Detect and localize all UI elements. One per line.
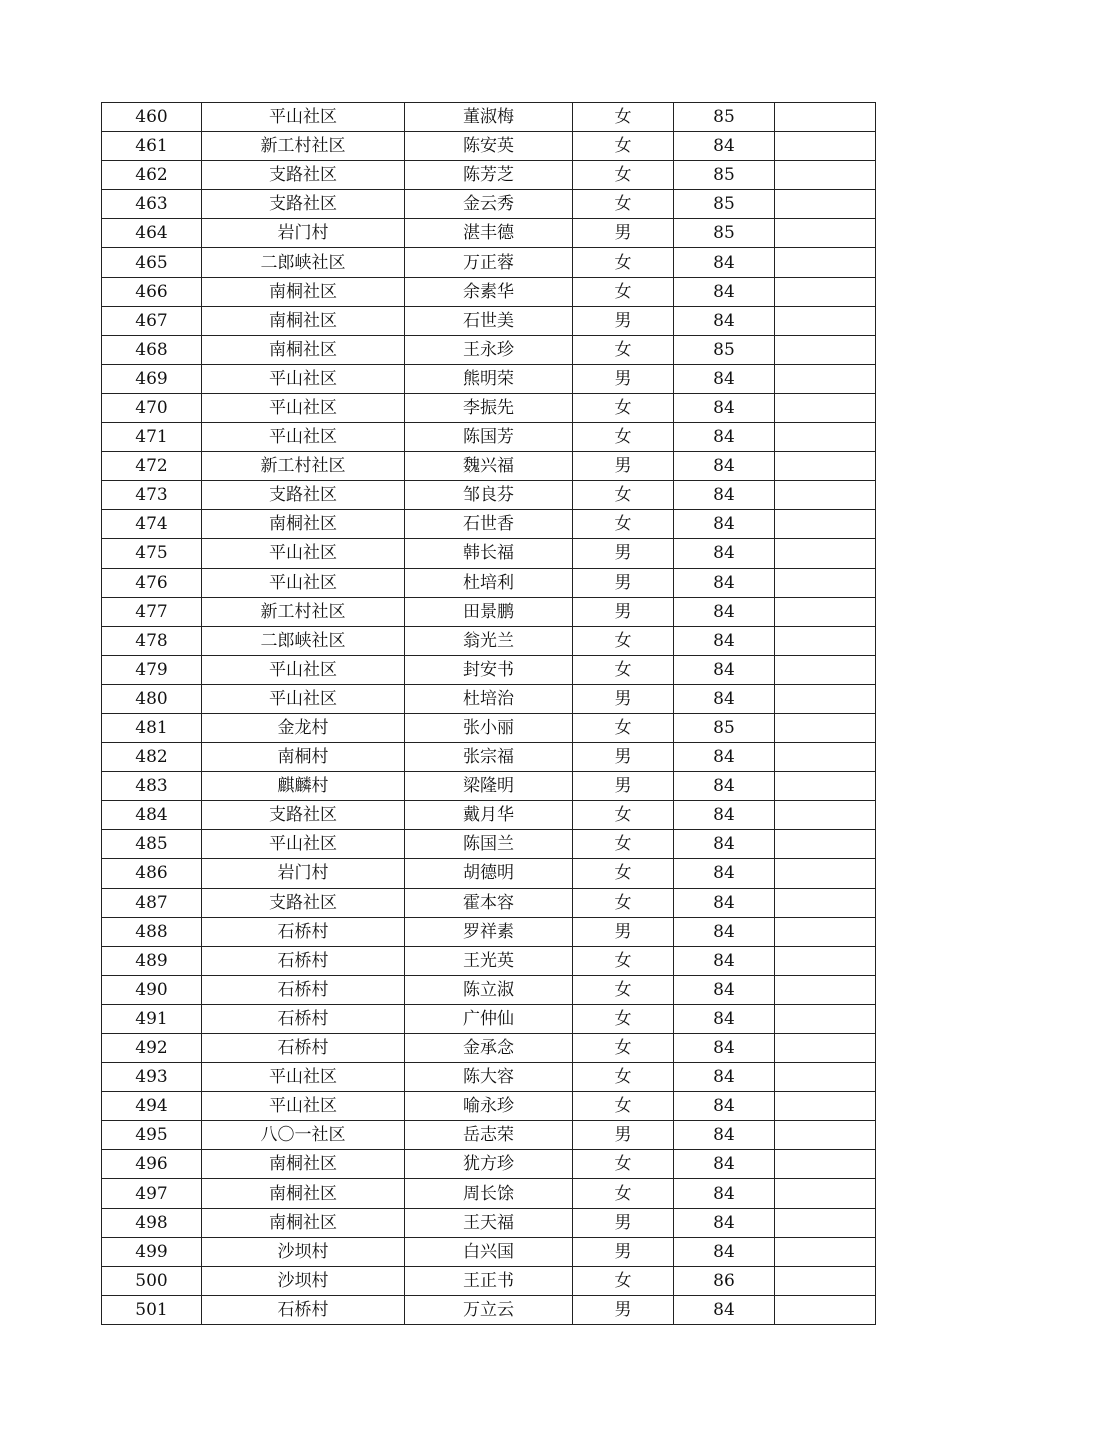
table-row bbox=[102, 481, 876, 510]
name-cell: 戴月华 bbox=[405, 801, 573, 830]
note-cell bbox=[775, 393, 876, 422]
age-cell: 84 bbox=[674, 510, 775, 539]
gender-cell: 女 bbox=[573, 1150, 674, 1179]
gender-cell: 女 bbox=[573, 1092, 674, 1121]
note-cell bbox=[775, 1237, 876, 1266]
name-cell: 石世美 bbox=[405, 306, 573, 335]
table-row bbox=[102, 655, 876, 684]
community-cell: 石桥村 bbox=[202, 946, 405, 975]
community-cell: 石桥村 bbox=[202, 1034, 405, 1063]
note-cell bbox=[775, 1295, 876, 1324]
age-cell: 84 bbox=[674, 1150, 775, 1179]
row-number-cell: 461 bbox=[102, 132, 202, 161]
row-number-cell: 485 bbox=[102, 830, 202, 859]
age-cell: 85 bbox=[674, 161, 775, 190]
community-cell: 南桐社区 bbox=[202, 277, 405, 306]
age-cell: 84 bbox=[674, 1208, 775, 1237]
name-cell: 杜培治 bbox=[405, 684, 573, 713]
name-cell: 岳志荣 bbox=[405, 1121, 573, 1150]
note-cell bbox=[775, 103, 876, 132]
name-cell: 封安书 bbox=[405, 655, 573, 684]
row-number-cell: 472 bbox=[102, 452, 202, 481]
note-cell bbox=[775, 946, 876, 975]
note-cell bbox=[775, 1121, 876, 1150]
row-number-cell: 483 bbox=[102, 772, 202, 801]
note-cell bbox=[775, 1034, 876, 1063]
gender-cell: 男 bbox=[573, 568, 674, 597]
name-cell: 罗祥素 bbox=[405, 917, 573, 946]
age-cell: 84 bbox=[674, 801, 775, 830]
community-cell: 南桐社区 bbox=[202, 335, 405, 364]
note-cell bbox=[775, 801, 876, 830]
age-cell: 84 bbox=[674, 306, 775, 335]
community-cell: 平山社区 bbox=[202, 568, 405, 597]
community-cell: 八〇一社区 bbox=[202, 1121, 405, 1150]
row-number-cell: 479 bbox=[102, 655, 202, 684]
age-cell: 84 bbox=[674, 1004, 775, 1033]
row-number-cell: 468 bbox=[102, 335, 202, 364]
table-row bbox=[102, 801, 876, 830]
name-cell: 田景鹏 bbox=[405, 597, 573, 626]
table-row bbox=[102, 248, 876, 277]
row-number-cell: 473 bbox=[102, 481, 202, 510]
name-cell: 陈国芳 bbox=[405, 423, 573, 452]
note-cell bbox=[775, 1266, 876, 1295]
note-cell bbox=[775, 452, 876, 481]
row-number-cell: 470 bbox=[102, 393, 202, 422]
note-cell bbox=[775, 1208, 876, 1237]
note-cell bbox=[775, 743, 876, 772]
name-cell: 陈立淑 bbox=[405, 975, 573, 1004]
gender-cell: 女 bbox=[573, 393, 674, 422]
name-cell: 王正书 bbox=[405, 1266, 573, 1295]
community-cell: 新工村社区 bbox=[202, 452, 405, 481]
age-cell: 84 bbox=[674, 1063, 775, 1092]
name-cell: 陈国兰 bbox=[405, 830, 573, 859]
gender-cell: 男 bbox=[573, 684, 674, 713]
note-cell bbox=[775, 364, 876, 393]
name-cell: 王光英 bbox=[405, 946, 573, 975]
community-cell: 南桐社区 bbox=[202, 1179, 405, 1208]
age-cell: 84 bbox=[674, 626, 775, 655]
row-number-cell: 496 bbox=[102, 1150, 202, 1179]
table-row bbox=[102, 772, 876, 801]
community-cell: 石桥村 bbox=[202, 917, 405, 946]
row-number-cell: 481 bbox=[102, 713, 202, 742]
community-cell: 南桐社区 bbox=[202, 1150, 405, 1179]
age-cell: 84 bbox=[674, 393, 775, 422]
row-number-cell: 491 bbox=[102, 1004, 202, 1033]
age-cell: 84 bbox=[674, 568, 775, 597]
community-cell: 支路社区 bbox=[202, 481, 405, 510]
gender-cell: 女 bbox=[573, 626, 674, 655]
age-cell: 85 bbox=[674, 335, 775, 364]
community-cell: 新工村社区 bbox=[202, 132, 405, 161]
age-cell: 85 bbox=[674, 190, 775, 219]
note-cell bbox=[775, 1150, 876, 1179]
note-cell bbox=[775, 568, 876, 597]
age-cell: 84 bbox=[674, 917, 775, 946]
row-number-cell: 492 bbox=[102, 1034, 202, 1063]
community-cell: 支路社区 bbox=[202, 888, 405, 917]
table-row bbox=[102, 597, 876, 626]
community-cell: 支路社区 bbox=[202, 801, 405, 830]
name-cell: 张小丽 bbox=[405, 713, 573, 742]
row-number-cell: 484 bbox=[102, 801, 202, 830]
gender-cell: 女 bbox=[573, 830, 674, 859]
table-row bbox=[102, 568, 876, 597]
name-cell: 韩长福 bbox=[405, 539, 573, 568]
gender-cell: 女 bbox=[573, 161, 674, 190]
row-number-cell: 463 bbox=[102, 190, 202, 219]
table-row bbox=[102, 452, 876, 481]
row-number-cell: 467 bbox=[102, 306, 202, 335]
age-cell: 84 bbox=[674, 1179, 775, 1208]
table-row bbox=[102, 364, 876, 393]
gender-cell: 女 bbox=[573, 1063, 674, 1092]
table-row bbox=[102, 510, 876, 539]
community-cell: 金龙村 bbox=[202, 713, 405, 742]
name-cell: 万正蓉 bbox=[405, 248, 573, 277]
gender-cell: 女 bbox=[573, 888, 674, 917]
gender-cell: 女 bbox=[573, 1266, 674, 1295]
age-cell: 84 bbox=[674, 772, 775, 801]
row-number-cell: 493 bbox=[102, 1063, 202, 1092]
row-number-cell: 462 bbox=[102, 161, 202, 190]
name-cell: 白兴国 bbox=[405, 1237, 573, 1266]
gender-cell: 男 bbox=[573, 306, 674, 335]
age-cell: 84 bbox=[674, 132, 775, 161]
age-cell: 84 bbox=[674, 539, 775, 568]
age-cell: 84 bbox=[674, 1121, 775, 1150]
name-cell: 金云秀 bbox=[405, 190, 573, 219]
gender-cell: 女 bbox=[573, 423, 674, 452]
table-row bbox=[102, 830, 876, 859]
note-cell bbox=[775, 423, 876, 452]
age-cell: 84 bbox=[674, 277, 775, 306]
age-cell: 84 bbox=[674, 452, 775, 481]
name-cell: 广仲仙 bbox=[405, 1004, 573, 1033]
name-cell: 周长馀 bbox=[405, 1179, 573, 1208]
document-page bbox=[101, 102, 876, 1325]
age-cell: 84 bbox=[674, 655, 775, 684]
age-cell: 84 bbox=[674, 481, 775, 510]
age-cell: 84 bbox=[674, 248, 775, 277]
note-cell bbox=[775, 219, 876, 248]
age-cell: 86 bbox=[674, 1266, 775, 1295]
note-cell bbox=[775, 190, 876, 219]
table-row bbox=[102, 1034, 876, 1063]
note-cell bbox=[775, 684, 876, 713]
note-cell bbox=[775, 626, 876, 655]
row-number-cell: 465 bbox=[102, 248, 202, 277]
gender-cell: 女 bbox=[573, 510, 674, 539]
gender-cell: 女 bbox=[573, 1034, 674, 1063]
table-row bbox=[102, 393, 876, 422]
roster-table-body bbox=[102, 103, 876, 1325]
age-cell: 84 bbox=[674, 743, 775, 772]
note-cell bbox=[775, 1092, 876, 1121]
name-cell: 胡德明 bbox=[405, 859, 573, 888]
name-cell: 熊明荣 bbox=[405, 364, 573, 393]
note-cell bbox=[775, 713, 876, 742]
community-cell: 平山社区 bbox=[202, 1063, 405, 1092]
name-cell: 陈芳芝 bbox=[405, 161, 573, 190]
gender-cell: 女 bbox=[573, 481, 674, 510]
table-row bbox=[102, 626, 876, 655]
name-cell: 翁光兰 bbox=[405, 626, 573, 655]
note-cell bbox=[775, 975, 876, 1004]
community-cell: 沙坝村 bbox=[202, 1266, 405, 1295]
community-cell: 平山社区 bbox=[202, 684, 405, 713]
gender-cell: 女 bbox=[573, 801, 674, 830]
table-row bbox=[102, 888, 876, 917]
community-cell: 平山社区 bbox=[202, 423, 405, 452]
table-row bbox=[102, 1092, 876, 1121]
community-cell: 新工村社区 bbox=[202, 597, 405, 626]
note-cell bbox=[775, 132, 876, 161]
gender-cell: 女 bbox=[573, 132, 674, 161]
gender-cell: 男 bbox=[573, 917, 674, 946]
note-cell bbox=[775, 161, 876, 190]
row-number-cell: 500 bbox=[102, 1266, 202, 1295]
table-row bbox=[102, 190, 876, 219]
row-number-cell: 475 bbox=[102, 539, 202, 568]
age-cell: 84 bbox=[674, 1295, 775, 1324]
name-cell: 李振先 bbox=[405, 393, 573, 422]
row-number-cell: 474 bbox=[102, 510, 202, 539]
age-cell: 84 bbox=[674, 975, 775, 1004]
name-cell: 魏兴福 bbox=[405, 452, 573, 481]
table-row bbox=[102, 1150, 876, 1179]
table-row bbox=[102, 713, 876, 742]
age-cell: 85 bbox=[674, 103, 775, 132]
name-cell: 金承念 bbox=[405, 1034, 573, 1063]
note-cell bbox=[775, 772, 876, 801]
community-cell: 平山社区 bbox=[202, 1092, 405, 1121]
table-row bbox=[102, 946, 876, 975]
table-row bbox=[102, 132, 876, 161]
note-cell bbox=[775, 655, 876, 684]
row-number-cell: 499 bbox=[102, 1237, 202, 1266]
age-cell: 84 bbox=[674, 859, 775, 888]
table-row bbox=[102, 975, 876, 1004]
table-row bbox=[102, 1208, 876, 1237]
note-cell bbox=[775, 248, 876, 277]
note-cell bbox=[775, 597, 876, 626]
gender-cell: 男 bbox=[573, 743, 674, 772]
row-number-cell: 486 bbox=[102, 859, 202, 888]
gender-cell: 女 bbox=[573, 1179, 674, 1208]
note-cell bbox=[775, 539, 876, 568]
gender-cell: 女 bbox=[573, 946, 674, 975]
name-cell: 石世香 bbox=[405, 510, 573, 539]
age-cell: 84 bbox=[674, 684, 775, 713]
row-number-cell: 478 bbox=[102, 626, 202, 655]
community-cell: 平山社区 bbox=[202, 103, 405, 132]
table-row bbox=[102, 161, 876, 190]
note-cell bbox=[775, 481, 876, 510]
gender-cell: 女 bbox=[573, 335, 674, 364]
table-row bbox=[102, 1237, 876, 1266]
name-cell: 犹方珍 bbox=[405, 1150, 573, 1179]
community-cell: 石桥村 bbox=[202, 1295, 405, 1324]
note-cell bbox=[775, 510, 876, 539]
note-cell bbox=[775, 1004, 876, 1033]
gender-cell: 男 bbox=[573, 1208, 674, 1237]
note-cell bbox=[775, 335, 876, 364]
gender-cell: 女 bbox=[573, 655, 674, 684]
table-row bbox=[102, 539, 876, 568]
table-row bbox=[102, 1004, 876, 1033]
row-number-cell: 501 bbox=[102, 1295, 202, 1324]
table-row bbox=[102, 306, 876, 335]
name-cell: 邹良芬 bbox=[405, 481, 573, 510]
table-row bbox=[102, 423, 876, 452]
table-row bbox=[102, 1179, 876, 1208]
row-number-cell: 477 bbox=[102, 597, 202, 626]
gender-cell: 男 bbox=[573, 597, 674, 626]
gender-cell: 男 bbox=[573, 539, 674, 568]
gender-cell: 男 bbox=[573, 452, 674, 481]
note-cell bbox=[775, 1179, 876, 1208]
name-cell: 喻永珍 bbox=[405, 1092, 573, 1121]
community-cell: 石桥村 bbox=[202, 975, 405, 1004]
row-number-cell: 471 bbox=[102, 423, 202, 452]
name-cell: 董淑梅 bbox=[405, 103, 573, 132]
gender-cell: 女 bbox=[573, 277, 674, 306]
gender-cell: 女 bbox=[573, 975, 674, 1004]
table-row bbox=[102, 1121, 876, 1150]
row-number-cell: 488 bbox=[102, 917, 202, 946]
row-number-cell: 466 bbox=[102, 277, 202, 306]
community-cell: 南桐社区 bbox=[202, 1208, 405, 1237]
gender-cell: 男 bbox=[573, 772, 674, 801]
table-row bbox=[102, 917, 876, 946]
table-row bbox=[102, 1266, 876, 1295]
age-cell: 84 bbox=[674, 1237, 775, 1266]
community-cell: 平山社区 bbox=[202, 393, 405, 422]
name-cell: 陈安英 bbox=[405, 132, 573, 161]
age-cell: 84 bbox=[674, 830, 775, 859]
table-row bbox=[102, 103, 876, 132]
gender-cell: 男 bbox=[573, 364, 674, 393]
row-number-cell: 495 bbox=[102, 1121, 202, 1150]
age-cell: 84 bbox=[674, 1034, 775, 1063]
table-row bbox=[102, 743, 876, 772]
note-cell bbox=[775, 277, 876, 306]
gender-cell: 女 bbox=[573, 713, 674, 742]
row-number-cell: 490 bbox=[102, 975, 202, 1004]
community-cell: 岩门村 bbox=[202, 859, 405, 888]
table-row bbox=[102, 335, 876, 364]
row-number-cell: 498 bbox=[102, 1208, 202, 1237]
community-cell: 平山社区 bbox=[202, 830, 405, 859]
row-number-cell: 460 bbox=[102, 103, 202, 132]
row-number-cell: 476 bbox=[102, 568, 202, 597]
name-cell: 陈大容 bbox=[405, 1063, 573, 1092]
name-cell: 霍本容 bbox=[405, 888, 573, 917]
note-cell bbox=[775, 859, 876, 888]
community-cell: 南桐社区 bbox=[202, 306, 405, 335]
community-cell: 石桥村 bbox=[202, 1004, 405, 1033]
row-number-cell: 487 bbox=[102, 888, 202, 917]
note-cell bbox=[775, 888, 876, 917]
table-row bbox=[102, 219, 876, 248]
name-cell: 万立云 bbox=[405, 1295, 573, 1324]
age-cell: 84 bbox=[674, 888, 775, 917]
gender-cell: 女 bbox=[573, 859, 674, 888]
table-row bbox=[102, 1063, 876, 1092]
name-cell: 湛丰德 bbox=[405, 219, 573, 248]
name-cell: 梁隆明 bbox=[405, 772, 573, 801]
gender-cell: 男 bbox=[573, 219, 674, 248]
age-cell: 85 bbox=[674, 713, 775, 742]
table-row bbox=[102, 1295, 876, 1324]
roster-table bbox=[101, 102, 876, 1325]
community-cell: 南桐村 bbox=[202, 743, 405, 772]
gender-cell: 男 bbox=[573, 1295, 674, 1324]
row-number-cell: 464 bbox=[102, 219, 202, 248]
row-number-cell: 482 bbox=[102, 743, 202, 772]
note-cell bbox=[775, 306, 876, 335]
age-cell: 85 bbox=[674, 219, 775, 248]
row-number-cell: 497 bbox=[102, 1179, 202, 1208]
community-cell: 二郎峡社区 bbox=[202, 626, 405, 655]
community-cell: 岩门村 bbox=[202, 219, 405, 248]
row-number-cell: 494 bbox=[102, 1092, 202, 1121]
community-cell: 沙坝村 bbox=[202, 1237, 405, 1266]
community-cell: 支路社区 bbox=[202, 190, 405, 219]
row-number-cell: 469 bbox=[102, 364, 202, 393]
community-cell: 平山社区 bbox=[202, 364, 405, 393]
age-cell: 84 bbox=[674, 597, 775, 626]
age-cell: 84 bbox=[674, 1092, 775, 1121]
community-cell: 支路社区 bbox=[202, 161, 405, 190]
gender-cell: 男 bbox=[573, 1237, 674, 1266]
note-cell bbox=[775, 830, 876, 859]
name-cell: 王永珍 bbox=[405, 335, 573, 364]
table-row bbox=[102, 684, 876, 713]
community-cell: 麒麟村 bbox=[202, 772, 405, 801]
community-cell: 平山社区 bbox=[202, 539, 405, 568]
age-cell: 84 bbox=[674, 423, 775, 452]
gender-cell: 女 bbox=[573, 190, 674, 219]
name-cell: 张宗福 bbox=[405, 743, 573, 772]
name-cell: 王天福 bbox=[405, 1208, 573, 1237]
age-cell: 84 bbox=[674, 364, 775, 393]
gender-cell: 女 bbox=[573, 103, 674, 132]
age-cell: 84 bbox=[674, 946, 775, 975]
name-cell: 余素华 bbox=[405, 277, 573, 306]
community-cell: 南桐社区 bbox=[202, 510, 405, 539]
note-cell bbox=[775, 1063, 876, 1092]
community-cell: 二郎峡社区 bbox=[202, 248, 405, 277]
gender-cell: 女 bbox=[573, 1004, 674, 1033]
gender-cell: 女 bbox=[573, 248, 674, 277]
note-cell bbox=[775, 917, 876, 946]
row-number-cell: 480 bbox=[102, 684, 202, 713]
table-row bbox=[102, 859, 876, 888]
name-cell: 杜培利 bbox=[405, 568, 573, 597]
gender-cell: 男 bbox=[573, 1121, 674, 1150]
community-cell: 平山社区 bbox=[202, 655, 405, 684]
table-row bbox=[102, 277, 876, 306]
row-number-cell: 489 bbox=[102, 946, 202, 975]
